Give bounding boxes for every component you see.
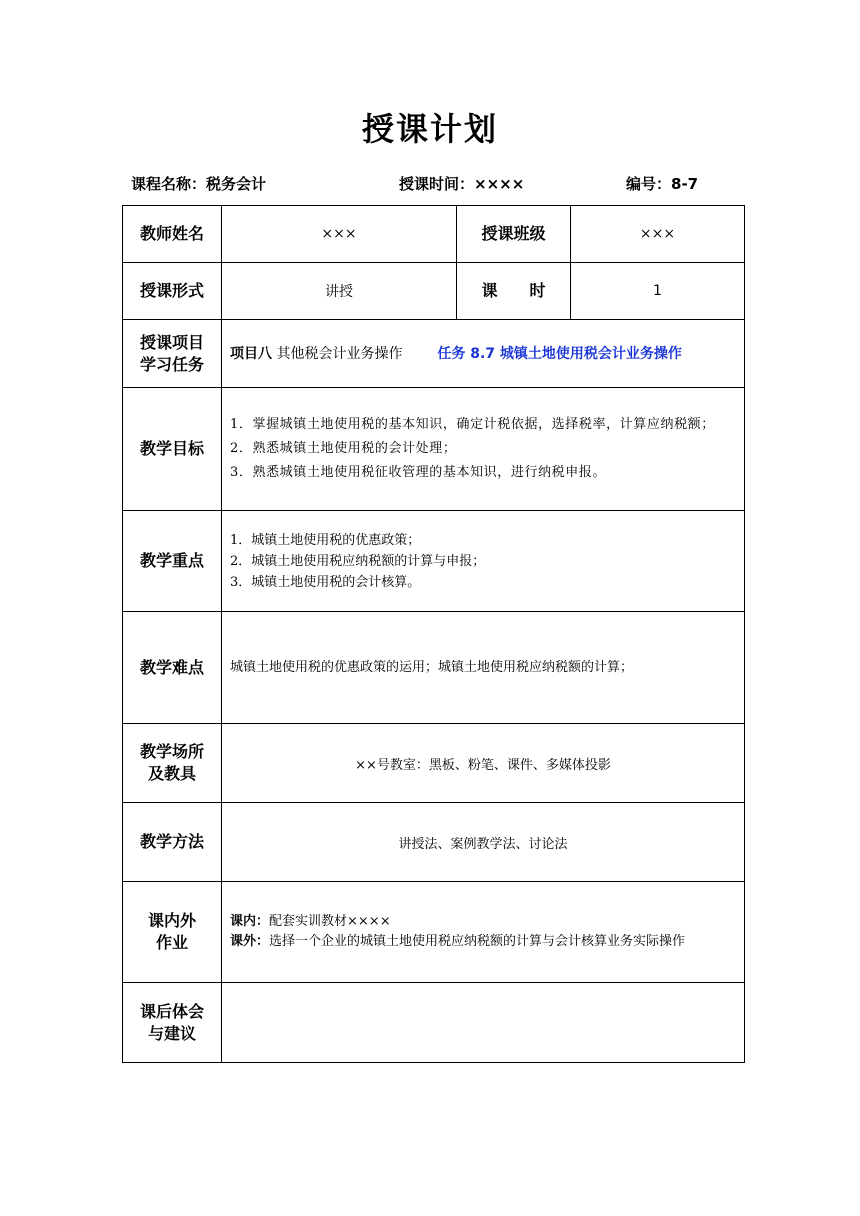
homework-label-line2: 作业 [155,933,188,952]
venue-content: ××号教室：黑板、粉笔、课件、多媒体投影 [222,724,745,803]
homework-content [222,882,745,983]
project-label-line1: 授课项目 [139,332,204,352]
homework-label-line1: 课内外 [147,911,196,930]
project-label-line2: 学习任务 [139,354,204,374]
table-row [123,263,745,320]
table-row [123,206,745,263]
plan-number [626,173,698,194]
out-class-text: 选择一个企业的城镇土地使用税应纳税额的计算与会计核算业务实际操作 [269,934,686,949]
class-label: 授课班级 [457,206,571,263]
table-row [123,882,745,983]
method-content: 讲授法、案例教学法、讨论法 [222,803,745,882]
homework-label [123,882,222,983]
task-text: 任务 8.7 城镇土地使用税会计业务操作 [437,345,682,362]
course-name [131,173,266,194]
teaching-time-label: 授课时间： [399,175,475,193]
key-point-1: 1．城镇土地使用税的优惠政策； [230,532,421,548]
in-class-label: 课内： [230,914,270,929]
in-class-text: 配套实训教材×××× [269,914,391,929]
teaching-time [399,173,524,194]
table-row [123,612,745,724]
hours-label: 课 时 [457,263,571,320]
course-name-label: 课程名称： [131,175,207,193]
in-class-homework [230,912,738,932]
plan-number-label: 编号： [626,175,672,193]
hours-value: 1 [571,263,745,320]
key-point-3: 3．城镇土地使用税的会计核算。 [230,574,421,590]
table-row [123,511,745,612]
venue-label [123,724,222,803]
out-class-homework [230,932,738,952]
difficult-points-label: 教学难点 [123,612,222,724]
table-row [123,388,745,511]
project-label [123,320,222,388]
class-value: ××× [571,206,745,263]
reflection-content [222,983,745,1063]
table-row [123,320,745,388]
form-value: 讲授 [222,263,457,320]
objectives-label: 教学目标 [123,388,222,511]
difficult-points-content: 城镇土地使用税的优惠政策的运用；城镇土地使用税应纳税额的计算； [222,612,745,724]
out-class-label: 课外： [230,934,270,949]
key-points-content [222,511,745,612]
venue-label-line1: 教学场所 [139,742,204,761]
lesson-plan-table [122,205,745,1063]
table-row [123,983,745,1063]
reflection-label-line2: 与建议 [147,1023,196,1043]
key-point-2: 2．城镇土地使用税应纳税额的计算与申报； [230,553,486,569]
project-prefix: 项目八 [230,345,272,362]
teacher-label: 教师姓名 [123,206,222,263]
table-row [123,724,745,803]
key-points-label: 教学重点 [123,511,222,612]
reflection-label [123,983,222,1063]
course-name-value: 税务会计 [206,175,267,193]
objectives-content [222,388,745,511]
teacher-value: ××× [222,206,457,263]
plan-number-value: 8-7 [671,175,699,193]
project-content [222,320,745,388]
teaching-time-value: ×××× [474,175,525,193]
form-label: 授课形式 [123,263,222,320]
objective-1: 1．掌握城镇土地使用税的基本知识，确定计税依据，选择税率，计算应纳税额； [230,417,715,432]
project-name: 其他税会计业务操作 [276,345,403,362]
objective-3: 3．熟悉城镇土地使用税征收管理的基本知识，进行纳税申报。 [230,465,607,480]
page-title: 授课计划 [361,110,498,148]
venue-label-line2: 及教具 [147,764,196,783]
objective-2: 2．熟悉城镇土地使用税的会计处理； [230,441,457,456]
table-row [123,803,745,882]
reflection-label-line1: 课后体会 [139,1001,204,1021]
method-label: 教学方法 [123,803,222,882]
